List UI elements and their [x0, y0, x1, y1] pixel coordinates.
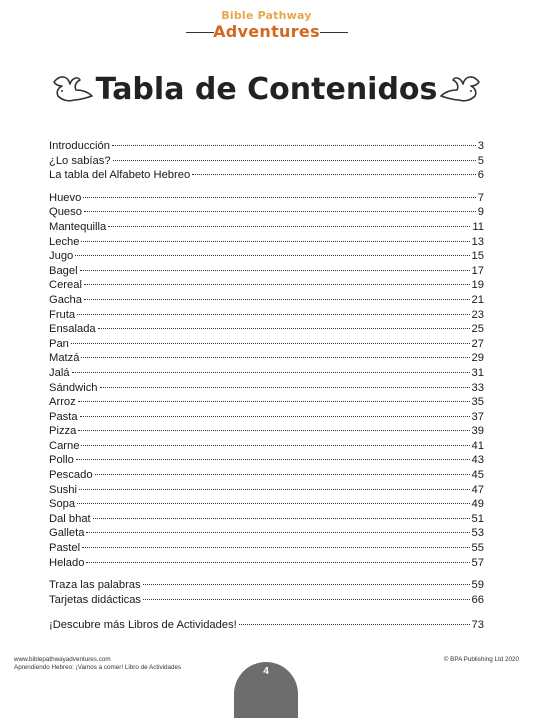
toc-entry-page: 7: [477, 191, 484, 204]
toc-dot-leader: [76, 459, 470, 460]
toc-entry: [49, 453, 484, 468]
toc-entry-page: 55: [471, 542, 484, 555]
toc-dot-leader: [112, 145, 476, 146]
toc-entry: [49, 293, 484, 308]
toc-entry: [49, 541, 484, 556]
toc-dot-leader: [108, 226, 470, 227]
toc-entry-title: Bagel: [49, 264, 78, 277]
toc-entry: [49, 366, 484, 381]
toc-dot-leader: [239, 624, 470, 625]
toc-entry: [49, 235, 484, 250]
toc-entry: [49, 556, 484, 571]
toc-dot-leader: [72, 372, 470, 373]
toc-dot-leader: [78, 430, 469, 431]
toc-entry-page: 3: [477, 140, 484, 152]
toc-entry: [49, 220, 484, 235]
toc-dot-leader: [93, 518, 470, 519]
toc-entry-title: Pizza: [49, 425, 77, 438]
toc-entry-title: Traza las palabras: [49, 579, 141, 592]
toc-entry: [49, 410, 484, 425]
toc-entry: [49, 249, 484, 264]
toc-group-intro: [49, 139, 484, 183]
toc-entry: [49, 264, 484, 279]
toc-entry-page: 25: [471, 323, 484, 336]
toc-dot-leader: [81, 241, 469, 242]
toc-entry-page: 43: [471, 454, 484, 467]
toc-dot-leader: [80, 270, 470, 271]
toc-entry-page: 47: [471, 483, 484, 496]
footer-url: www.biblepathwayadventures.com: [14, 656, 111, 663]
toc-dot-leader: [143, 599, 470, 600]
toc-entry-title: Matzá: [49, 352, 80, 365]
toc-entry: [49, 483, 484, 498]
toc-dot-leader: [95, 474, 470, 475]
toc-entry-page: 59: [471, 579, 484, 592]
toc-entry-title: Sushi: [49, 483, 77, 496]
toc-entry-title: Pasta: [49, 410, 78, 423]
toc-dot-leader: [75, 255, 469, 256]
toc-entry: [49, 154, 484, 169]
toc-dot-leader: [86, 532, 469, 533]
toc-entry: [49, 168, 484, 183]
toc-entry-title: Pescado: [49, 469, 93, 482]
toc-dot-leader: [79, 489, 470, 490]
logo: [0, 0, 533, 50]
toc-entry-page: 17: [471, 264, 484, 277]
toc-entry-title: Leche: [49, 235, 80, 248]
toc-entry-page: 57: [471, 556, 484, 569]
toc-entry: [49, 468, 484, 483]
toc-entry-page: 53: [471, 527, 484, 540]
toc-entry-title: Pan: [49, 337, 69, 350]
toc-entry-title: La tabla del Alfabeto Hebreo: [49, 169, 191, 182]
toc-entry: [49, 512, 484, 527]
footer-left: [14, 656, 181, 672]
toc-entry-page: 66: [471, 593, 484, 606]
toc-entry: [49, 526, 484, 541]
toc-entry: [49, 381, 484, 396]
toc-dot-leader: [86, 562, 469, 563]
toc-group-foods: [49, 191, 484, 570]
toc-entry: [49, 337, 484, 352]
toc-entry-title: Introducción: [49, 140, 110, 152]
toc-entry: [49, 205, 484, 220]
toc-entry-title: Galleta: [49, 527, 85, 540]
toc-entry: [49, 593, 484, 608]
toc-entry-page: 23: [471, 308, 484, 321]
toc-entry: [49, 618, 484, 633]
toc-entry-page: 11: [472, 220, 484, 233]
toc-entry-title: Sándwich: [49, 381, 98, 394]
toc-entry-page: 21: [471, 293, 484, 306]
toc-entry-page: 27: [471, 337, 484, 350]
toc-entry-page: 49: [471, 498, 484, 511]
toc-entry-page: 73: [471, 619, 484, 632]
toc-entry-title: Queso: [49, 206, 82, 219]
toc-entry-title: Sopa: [49, 498, 76, 511]
toc-entry-title: Mantequilla: [49, 220, 107, 233]
toc-entry-title: Ensalada: [49, 323, 96, 336]
toc-dot-leader: [80, 416, 470, 417]
toc-entry-page: 29: [471, 352, 484, 365]
toc-dot-leader: [71, 343, 470, 344]
toc-entry: [49, 308, 484, 323]
toc-entry-page: 6: [477, 169, 484, 182]
toc-entry: [49, 278, 484, 293]
toc-entry-title: Helado: [49, 556, 85, 569]
toc-dot-leader: [143, 584, 470, 585]
logo-bottom-text: Adventures: [213, 22, 320, 41]
toc-dot-leader: [84, 299, 470, 300]
logo-top-text: Bible Pathway: [221, 9, 312, 22]
page-number: 4: [234, 662, 298, 718]
toc-entry-page: 37: [471, 410, 484, 423]
footer-copyright: © BPA Publishing Ltd 2020: [443, 656, 519, 663]
toc-entry: [49, 578, 484, 593]
toc-entry-title: Pastel: [49, 542, 81, 555]
footer-book-title: Aprendiendo Hebreo: ¡Vamos a comer! Libro de Actividades: [14, 664, 182, 671]
toc-entry-title: Tarjetas didácticas: [49, 593, 142, 606]
toc-entry-title: Pollo: [49, 454, 74, 467]
toc-entry-title: ¿Lo sabías?: [49, 154, 111, 167]
toc-entry-page: 5: [477, 154, 484, 167]
toc-dot-leader: [84, 284, 470, 285]
toc-entry-page: 31: [471, 366, 484, 379]
table-of-contents: [49, 139, 484, 633]
toc-entry-page: 39: [471, 425, 484, 438]
toc-entry-title: Huevo: [49, 191, 82, 204]
toc-entry-page: 35: [471, 396, 484, 409]
toc-entry-title: Cereal: [49, 279, 82, 292]
toc-entry: [49, 139, 484, 154]
toc-dot-leader: [192, 174, 476, 175]
toc-dot-leader: [81, 445, 469, 446]
toc-entry-title: Jalá: [49, 366, 70, 379]
toc-entry-page: 41: [471, 439, 484, 452]
toc-dot-leader: [84, 211, 476, 212]
toc-dot-leader: [98, 328, 470, 329]
toc-entry-title: Jugo: [49, 250, 74, 263]
toc-entry-title: Gacha: [49, 293, 82, 306]
toc-entry-page: 33: [471, 381, 484, 394]
toc-entry-page: 45: [471, 469, 484, 482]
toc-dot-leader: [100, 387, 470, 388]
toc-entry: [49, 395, 484, 410]
toc-entry: [49, 497, 484, 512]
toc-dot-leader: [77, 503, 469, 504]
toc-dot-leader: [78, 401, 470, 402]
toc-entry-title: Fruta: [49, 308, 76, 321]
toc-dot-leader: [113, 160, 476, 161]
toc-entry-title: Carne: [49, 439, 80, 452]
toc-group-more: [49, 618, 484, 633]
toc-entry: [49, 439, 484, 454]
page-title: Tabla de Contenidos: [95, 72, 438, 107]
toc-entry-page: 15: [471, 250, 484, 263]
toc-entry-page: 51: [471, 512, 484, 525]
toc-dot-leader: [81, 357, 469, 358]
toc-dot-leader: [83, 197, 475, 198]
toc-entry: [49, 191, 484, 206]
toc-entry: [49, 424, 484, 439]
toc-entry: [49, 351, 484, 366]
toc-entry-page: 19: [471, 279, 484, 292]
toc-entry-page: 13: [471, 235, 484, 248]
toc-entry-title: ¡Descubre más Libros de Actividades!: [49, 619, 237, 632]
toc-entry-title: Dal bhat: [49, 512, 91, 525]
toc-entry-title: Arroz: [49, 396, 76, 409]
toc-dot-leader: [77, 314, 469, 315]
toc-dot-leader: [82, 547, 469, 548]
toc-group-activities: [49, 578, 484, 607]
toc-entry: [49, 322, 484, 337]
toc-entry-page: 9: [477, 206, 484, 219]
